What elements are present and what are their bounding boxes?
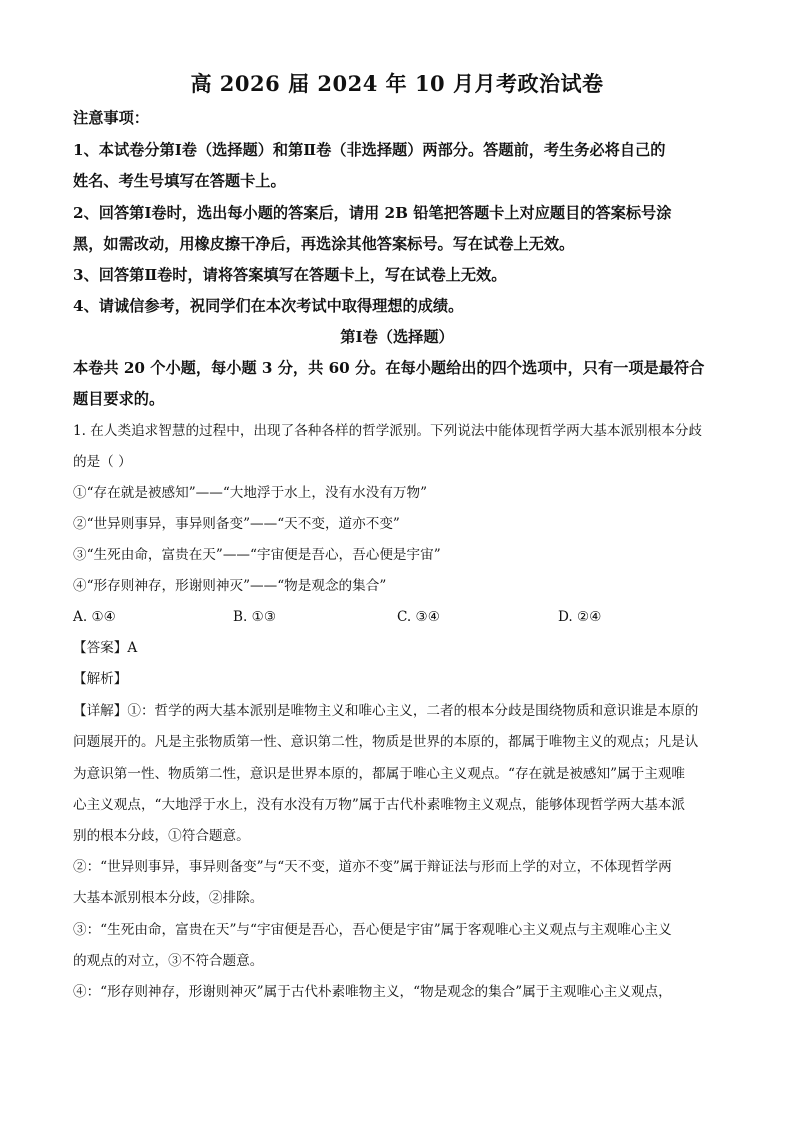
notice-item-1-line-2: 姓名、考生号填写在答题卡上。 (73, 172, 286, 190)
option-b: B. ①③ (233, 609, 277, 625)
question-1-statement-2: ②“世异则事异，事异则备变”——“天不变，道亦不变” (73, 516, 400, 532)
question-1-stem-line-2: 的是（ ） (73, 454, 132, 470)
detail-line-2: 问题展开的。凡是主张物质第一性、意识第二性，物质是世界的本原的，都属于唯物主义的观点；凡是认 (73, 734, 699, 750)
notice-item-2-line-2: 黑，如需改动，用橡皮擦干净后，再选涂其他答案标号。写在试卷上无效。 (73, 235, 575, 253)
analysis-label: 【解析】 (73, 671, 128, 687)
question-1-stem-line-1: 1. 在人类追求智慧的过程中，出现了各种各样的哲学派别。下列说法中能体现哲学两大基本派别根本分歧 (73, 423, 703, 439)
section-desc-line-2: 题目要求的。 (73, 390, 165, 408)
analysis-3-line-2: 的观点的对立，③不符合题意。 (73, 953, 264, 969)
option-a: A. ①④ (73, 609, 116, 625)
section-heading: 第Ⅰ卷（选择题） (340, 328, 454, 346)
section-desc-line-1: 本卷共 20 个小题，每小题 3 分，共 60 分。在每小题给出的四个选项中，只有一项是最符合 (73, 359, 705, 377)
notice-item-2-line-1: 2、回答第Ⅰ卷时，选出每小题的答案后，请用 2B 铅笔把答题卡上对应题目的答案标号涂 (73, 204, 672, 222)
notice-item-3: 3、回答第Ⅱ卷时，请将答案填写在答题卡上，写在试卷上无效。 (73, 266, 507, 284)
notice-item-1-line-1: 1、本试卷分第Ⅰ卷（选择题）和第Ⅱ卷（非选择题）两部分。答题前，考生务必将自己的 (73, 141, 666, 159)
detail-line-3: 为意识第一性、物质第二性，意识是世界本原的，都属于唯心主义观点。“存在就是被感知”属于主观唯 (73, 766, 686, 782)
analysis-2-line-2: 大基本派别根本分歧，②排除。 (73, 890, 264, 906)
option-d: D. ②④ (558, 609, 602, 625)
notice-heading: 注意事项： (73, 109, 149, 127)
question-1-statement-4: ④“形存则神存，形谢则神灭”——“物是观念的集合” (73, 578, 387, 594)
detail-line-5: 别的根本分歧，①符合题意。 (73, 828, 250, 844)
page-title: 高 2026 届 2024 年 10 月月考政治试卷 (190, 71, 604, 96)
analysis-2-line-1: ②：“世异则事异，事异则备变”与“天不变，道亦不变”属于辩证法与形而上学的对立，不体现哲学两 (73, 859, 672, 875)
answer-label: 【答案】A (73, 640, 138, 656)
analysis-3-line-1: ③：“生死由命，富贵在天”与“宇宙便是吾心，吾心便是宇宙”属于客观唯心主义观点与主观唯心主义 (73, 922, 672, 938)
notice-item-4: 4、请诚信参考，祝同学们在本次考试中取得理想的成绩。 (73, 297, 464, 315)
question-1-statement-3: ③“生死由命，富贵在天”——“宇宙便是吾心，吾心便是宇宙” (73, 547, 441, 563)
option-c: C. ③④ (397, 609, 440, 625)
question-1-statement-1: ①“存在就是被感知”——“大地浮于水上，没有水没有万物” (73, 485, 428, 501)
detail-line-1: 【详解】①：哲学的两大基本派别是唯物主义和唯心主义，二者的根本分歧是围绕物质和意识谁是本原的 (73, 703, 699, 719)
detail-line-4: 心主义观点，“大地浮于水上，没有水没有万物”属于古代朴素唯物主义观点，能够体现哲学两大基本派 (73, 797, 686, 813)
analysis-4-line-1: ④：“形存则神存，形谢则神灭”属于古代朴素唯物主义，“物是观念的集合”属于主观唯心主义观点， (73, 984, 672, 1000)
